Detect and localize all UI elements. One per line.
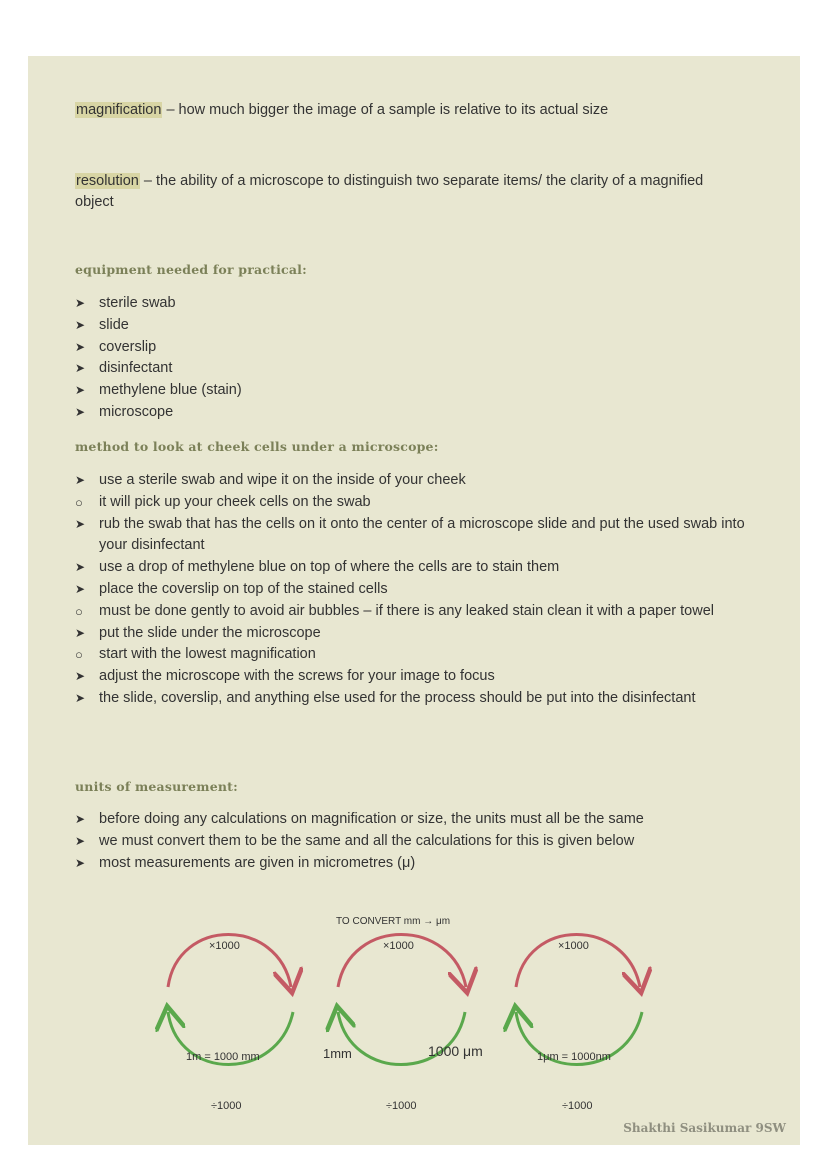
list-item [75, 380, 765, 402]
multiply-label: ×1000 [558, 940, 589, 952]
heading-equipment: equipment needed for practical: [75, 262, 307, 277]
list-item-text: adjust the microscope with the screws for your image to focus [99, 668, 495, 685]
list-item-text: disinfectant [99, 360, 173, 377]
definition-text: – the ability of a microscope to distinguish two separate items/ the clarity of a magnified object [75, 173, 704, 210]
list-item-text: slide [99, 316, 129, 333]
arrow-bullet-icon: ➤ [75, 833, 86, 848]
list-item [75, 337, 765, 359]
list-item-text: must be done gently to avoid air bubbles – if there is any leaked stain clean it with a paper towel [99, 602, 715, 619]
list-item [75, 809, 765, 831]
list-item [75, 470, 765, 492]
list-item-text: it will pick up your cheek cells on the swab [99, 493, 371, 510]
multiply-label: ×1000 [209, 940, 240, 952]
list-item [75, 358, 765, 380]
arrow-bullet-icon: ➤ [75, 669, 86, 684]
list-item [75, 666, 765, 688]
list-item-text: before doing any calculations on magnification or size, the units must all be the same [99, 811, 644, 827]
list-item [75, 688, 765, 710]
arrow-bullet-icon: ➤ [75, 404, 86, 419]
cycle-1-equation: 1m = 1000 mm [186, 1051, 260, 1063]
arrow-bullet-icon: ➤ [75, 383, 86, 398]
arrow-bullet-icon: ➤ [75, 361, 86, 376]
cycle-2-divide-label: ÷1000 [386, 1100, 417, 1112]
list-item [75, 293, 765, 315]
multiply-label: ×1000 [383, 940, 414, 952]
equipment-list [75, 293, 765, 424]
cycle-3-divide-label: ÷1000 [562, 1100, 593, 1112]
list-item-text: methylene blue (stain) [99, 382, 242, 399]
arrow-bullet-icon: ➤ [75, 812, 86, 826]
term-resolution: resolution [76, 173, 139, 189]
term-magnification: magnification [76, 102, 162, 118]
list-item [75, 492, 765, 514]
list-item-text: sterile swab [99, 295, 176, 311]
author-footer: Shakthi Sasikumar 9SW [623, 1121, 786, 1135]
definition-magnification [75, 100, 608, 121]
circle-bullet-icon: ○ [75, 603, 83, 619]
arrow-bullet-icon: ➤ [75, 516, 86, 531]
arrow-bullet-icon: ➤ [75, 560, 86, 575]
list-item-text: start with the lowest magnification [99, 646, 316, 663]
list-item [75, 514, 765, 558]
cycle-3-equation: 1μm = 1000nm [537, 1051, 611, 1063]
definition-text: – how much bigger the image of a sample is relative to its actual size [162, 102, 609, 118]
list-item-text: coverslip [99, 338, 157, 355]
list-item-text: the slide, coverslip, and anything else used for the process should be put into the disinfectant [99, 689, 696, 706]
arrow-bullet-icon: ➤ [75, 339, 86, 354]
list-item [75, 402, 765, 424]
definition-resolution [75, 171, 715, 213]
cycle-2-right-unit: 1000 μm [428, 1043, 483, 1059]
method-list [75, 470, 765, 710]
list-item [75, 579, 765, 601]
arrow-bullet-icon: ➤ [75, 317, 86, 332]
heading-method: method to look at cheek cells under a microscope: [75, 439, 439, 454]
circle-bullet-icon: ○ [75, 494, 83, 510]
page-sheet [28, 56, 800, 1145]
list-item-text: we must convert them to be the same and all the calculations for this is given below [99, 832, 635, 849]
list-item-text: microscope [99, 403, 174, 420]
cycle-2-left-unit: 1mm [323, 1046, 352, 1061]
list-item [75, 557, 765, 579]
diagram-title: TO CONVERT mm → μm [336, 916, 451, 927]
list-item [75, 315, 765, 337]
arrow-bullet-icon: ➤ [75, 581, 86, 596]
arrow-bullet-icon: ➤ [75, 296, 86, 310]
list-item-text: use a sterile swab and wipe it on the inside of your cheek [99, 472, 466, 488]
cycle-1-divide-label: ÷1000 [211, 1100, 242, 1112]
list-item [75, 623, 765, 645]
list-item-text: place the coverslip on top of the stained cells [99, 580, 388, 597]
arrow-bullet-icon: ➤ [75, 625, 86, 640]
arrow-bullet-icon: ➤ [75, 690, 86, 705]
arrow-bullet-icon: ➤ [75, 855, 86, 870]
list-item-text: use a drop of methylene blue on top of where the cells are to stain them [99, 559, 560, 576]
list-item [75, 853, 765, 875]
list-item [75, 644, 765, 666]
list-item-text: rub the swab that has the cells on it onto the center of a microscope slide and put the used swab into your disinfectant [99, 515, 745, 554]
list-item-text: put the slide under the microscope [99, 624, 321, 641]
list-item [75, 831, 765, 853]
units-list [75, 809, 765, 874]
list-item-text: most measurements are given in micrometres (μ) [99, 854, 416, 871]
list-item [75, 601, 765, 623]
arrow-bullet-icon: ➤ [75, 473, 86, 487]
heading-units: units of measurement: [75, 779, 238, 794]
circle-bullet-icon: ○ [75, 647, 83, 663]
